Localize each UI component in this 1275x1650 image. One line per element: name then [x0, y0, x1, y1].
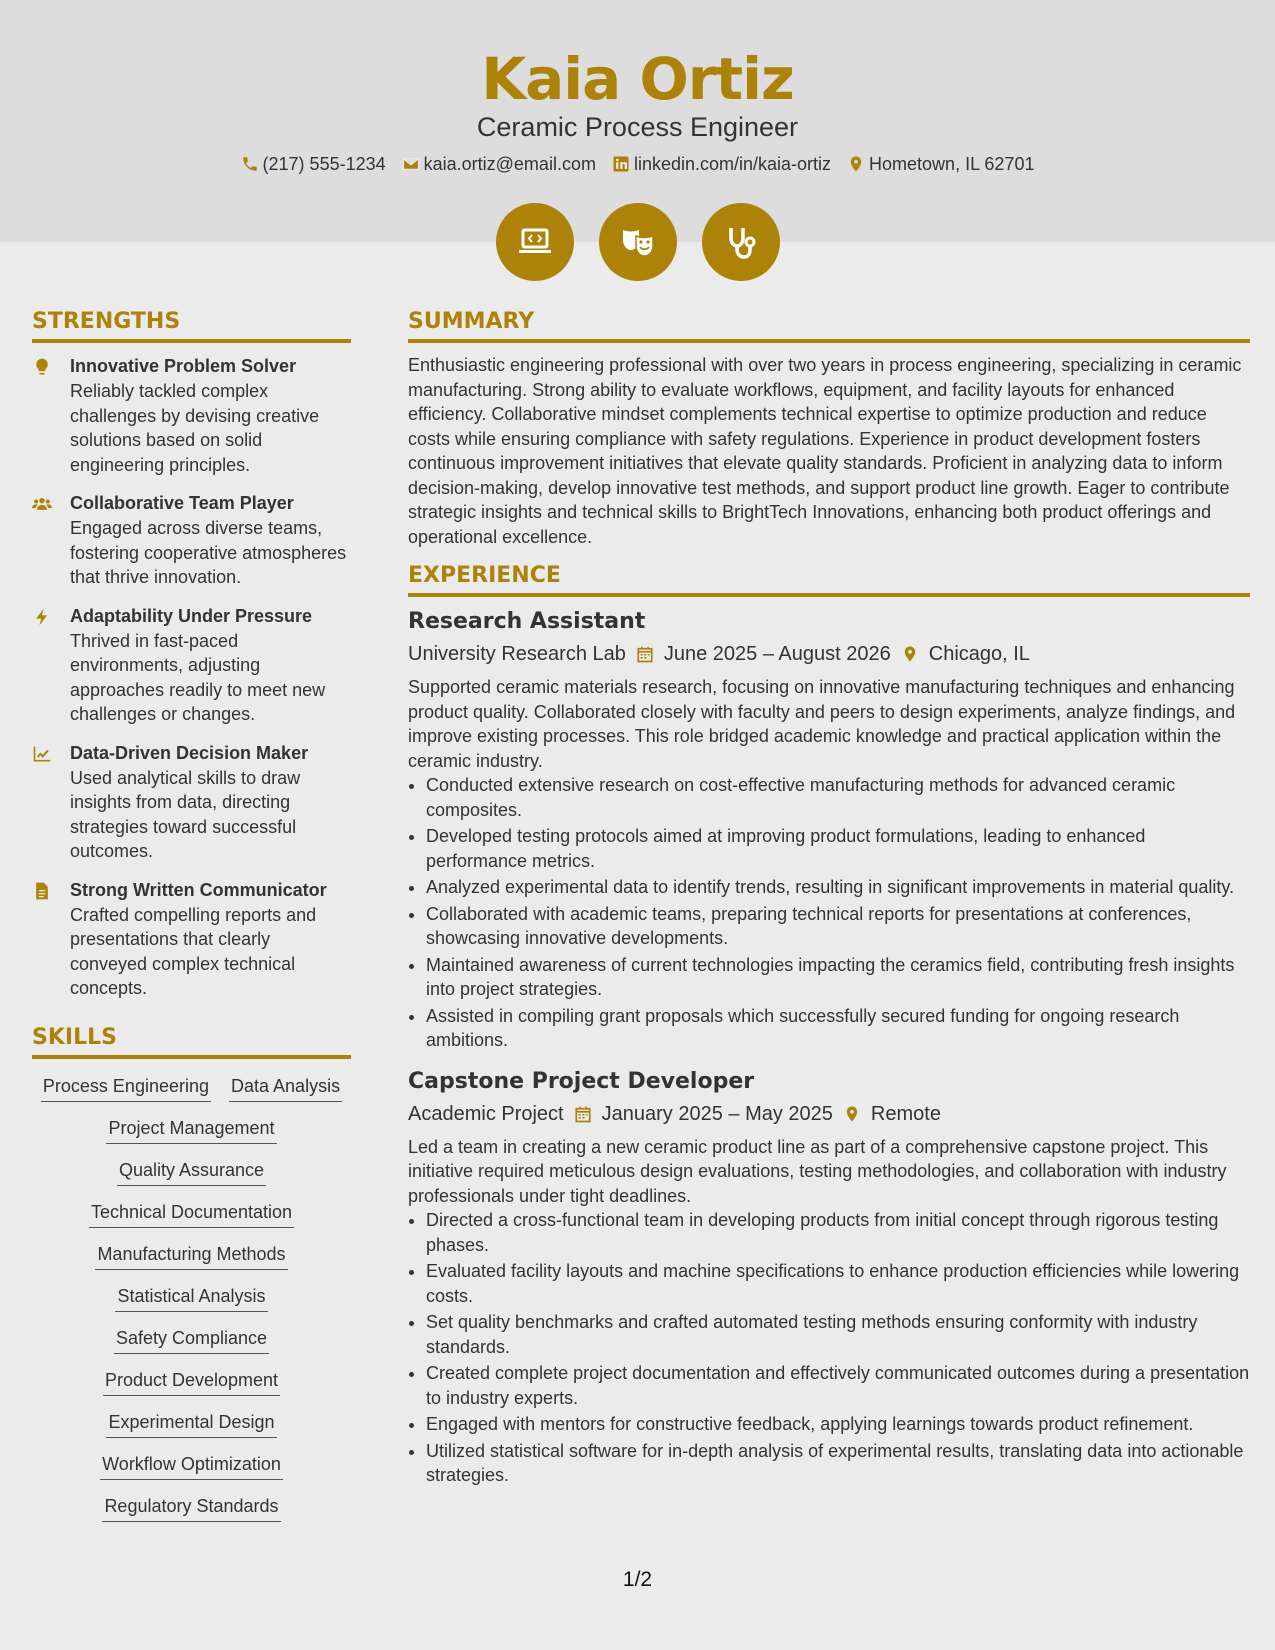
job-bullets	[408, 773, 1250, 1053]
skill-tag: Experimental Design	[106, 1409, 276, 1438]
users-icon	[32, 494, 52, 514]
contact-phone[interactable]	[241, 150, 386, 178]
strength-item	[32, 740, 351, 864]
candidate-title: Ceramic Process Engineer	[476, 112, 799, 142]
contact-bar	[0, 150, 1275, 178]
job-bullet: • Developed testing protocols aimed at improving product formulations, leading to enhanced performance metrics.	[426, 824, 1250, 873]
job-bullet: • Directed a cross-functional team in developing products from initial concept through rigorous testing phases.	[426, 1208, 1250, 1257]
job-org: Academic Project	[408, 1102, 564, 1125]
experience-heading: EXPERIENCE	[408, 559, 1250, 597]
skill-tag: Statistical Analysis	[115, 1283, 267, 1312]
skill-tag: Regulatory Standards	[102, 1493, 280, 1522]
contact-linkedin[interactable]	[612, 150, 831, 178]
skills-heading: SKILLS	[32, 1021, 351, 1059]
job-bullet: • Assisted in compiling grant proposals which successfully secured funding for ongoing research ambitions.	[426, 1004, 1250, 1053]
job-bullet: • Maintained awareness of current technologies impacting the ceramics field, contributing fresh insights into project strategies.	[426, 953, 1250, 1002]
job-title: Capstone Project Developer	[408, 1068, 755, 1094]
strength-desc: Crafted compelling reports and presentations that clearly conveyed complex technical concepts.	[70, 904, 317, 998]
strength-desc: Used analytical skills to draw insights from data, directing strategies toward successful outcomes.	[70, 767, 301, 861]
strength-item	[32, 490, 351, 590]
skill-tag: Process Engineering	[41, 1073, 211, 1102]
skill-tag: Manufacturing Methods	[95, 1241, 287, 1270]
chart-line-icon	[32, 744, 52, 764]
skill-tag: Workflow Optimization	[100, 1451, 283, 1480]
strength-title: Collaborative Team Player	[70, 493, 294, 513]
skills-list	[32, 1073, 351, 1522]
strength-desc: Engaged across diverse teams, fostering cooperative atmospheres that thrive innovation.	[70, 518, 347, 587]
linkedin-text: linkedin.com/in/kaia-ortiz	[633, 154, 832, 174]
job-location: Remote	[870, 1102, 941, 1125]
job-dates: January 2025 – May 2025	[601, 1102, 833, 1125]
phone-text: (217) 555-1234	[262, 154, 386, 174]
file-text-icon	[32, 881, 52, 901]
interest-icons	[0, 203, 1275, 281]
contact-email[interactable]	[402, 150, 596, 178]
calendar-icon	[636, 645, 654, 663]
contact-location	[847, 150, 1034, 178]
linkedin-icon	[612, 155, 630, 173]
phone-icon	[241, 155, 259, 173]
lightbulb-icon	[32, 357, 52, 377]
strength-title: Adaptability Under Pressure	[70, 605, 313, 626]
right-column	[408, 305, 1250, 1490]
envelope-icon	[402, 155, 420, 173]
strength-item	[32, 877, 351, 1001]
summary-heading: SUMMARY	[408, 305, 1250, 343]
job-dates: June 2025 – August 2026	[663, 643, 891, 665]
left-column	[32, 305, 351, 1522]
strength-desc: Thrived in fast-paced environments, adjusting approaches readily to meet new challenges or changes.	[70, 630, 326, 724]
job-bullets	[408, 1208, 1250, 1488]
strength-title: Data-Driven Decision Maker	[70, 742, 309, 763]
skill-tag: Data Analysis	[229, 1073, 342, 1102]
job-desc: Led a team in creating a new ceramic product line as part of a comprehensive capstone project. This initiative required meticulous design evaluations, testing methodologies, and collaboration with industry professionals under tight deadlines.	[408, 1136, 1227, 1206]
map-pin-icon	[847, 155, 865, 173]
location-text: Hometown, IL 62701	[869, 154, 1035, 174]
email-text: kaia.ortiz@email.com	[423, 154, 596, 174]
job-bullet: • Collaborated with academic teams, preparing technical reports for presentations at conferences, showcasing innovative developments.	[426, 902, 1250, 951]
laptop-code-icon	[496, 203, 574, 281]
strength-item	[32, 353, 351, 477]
job-location: Chicago, IL	[928, 643, 1030, 665]
skill-tag: Project Management	[106, 1115, 276, 1144]
skill-tag: Technical Documentation	[89, 1199, 294, 1228]
job-meta	[408, 1097, 1250, 1131]
job-bullet: • Set quality benchmarks and crafted automated testing methods ensuring conformity with industry standards.	[426, 1310, 1250, 1359]
job-desc: Supported ceramic materials research, focusing on innovative manufacturing techniques and enhancing product quality. Collaborated closely with faculty and peers to design experiments, analyze findings, and improve existing processes. This role bridged academic knowledge and practical application within the ceramic industry.	[408, 677, 1236, 771]
stethoscope-icon	[702, 203, 780, 281]
strength-item	[32, 603, 351, 727]
skill-tag: Safety Compliance	[114, 1325, 269, 1354]
job-bullet: • Evaluated facility layouts and machine specifications to enhance production efficiencies while lowering costs.	[426, 1259, 1250, 1308]
map-pin-icon	[901, 645, 919, 663]
bolt-icon	[32, 607, 52, 627]
strength-title: Strong Written Communicator	[70, 879, 327, 900]
strength-title: Innovative Problem Solver	[70, 356, 297, 376]
job-entry	[408, 607, 1250, 1053]
map-pin-icon	[843, 1105, 861, 1123]
job-org: University Research Lab	[408, 643, 626, 665]
job-bullet: • Utilized statistical software for in-depth analysis of experimental results, translating data into actionable strategies.	[426, 1439, 1250, 1488]
job-bullet: • Created complete project documentation and effectively communicated outcomes during a presentation to industry experts.	[426, 1361, 1250, 1410]
calendar-icon	[574, 1105, 592, 1123]
job-title: Research Assistant	[408, 609, 646, 634]
masks-theater-icon	[599, 203, 677, 281]
job-bullet: • Engaged with mentors for constructive feedback, applying learnings towards product refinement.	[426, 1412, 1250, 1437]
skill-tag: Quality Assurance	[117, 1157, 266, 1186]
strength-desc: Reliably tackled complex challenges by devising creative solutions based on solid engineering principles.	[70, 381, 320, 475]
candidate-name: Kaia Ortiz	[481, 45, 794, 113]
job-bullet: • Analyzed experimental data to identify trends, resulting in significant improvements in material quality.	[426, 875, 1250, 900]
skill-tag: Product Development	[103, 1367, 280, 1396]
summary-text: Enthusiastic engineering professional with over two years in process engineering, specializing in ceramic manufacturing. Strong ability to evaluate workflows, equipment, and facility layouts for enhanced efficiency. Collaborative mindset complements technical expertise to optimize production and reduce costs while ensuring compliance with safety regulations. Experience in product development fosters continuous improvement initiatives that elevate quality standards. Proficient in analyzing data to inform decision-making, develop innovative test methods, and support product line growth. Eager to contribute strategic insights and technical skills to BrightTech Innovations, enhancing both product offerings and operational excellence.	[408, 355, 1242, 547]
page-number: 1/2	[622, 1568, 653, 1591]
job-meta	[408, 637, 1250, 671]
job-entry	[408, 1067, 1250, 1488]
job-bullet: • Conducted extensive research on cost-effective manufacturing methods for advanced ceramic composites.	[426, 773, 1250, 822]
strengths-heading: STRENGTHS	[32, 305, 351, 343]
